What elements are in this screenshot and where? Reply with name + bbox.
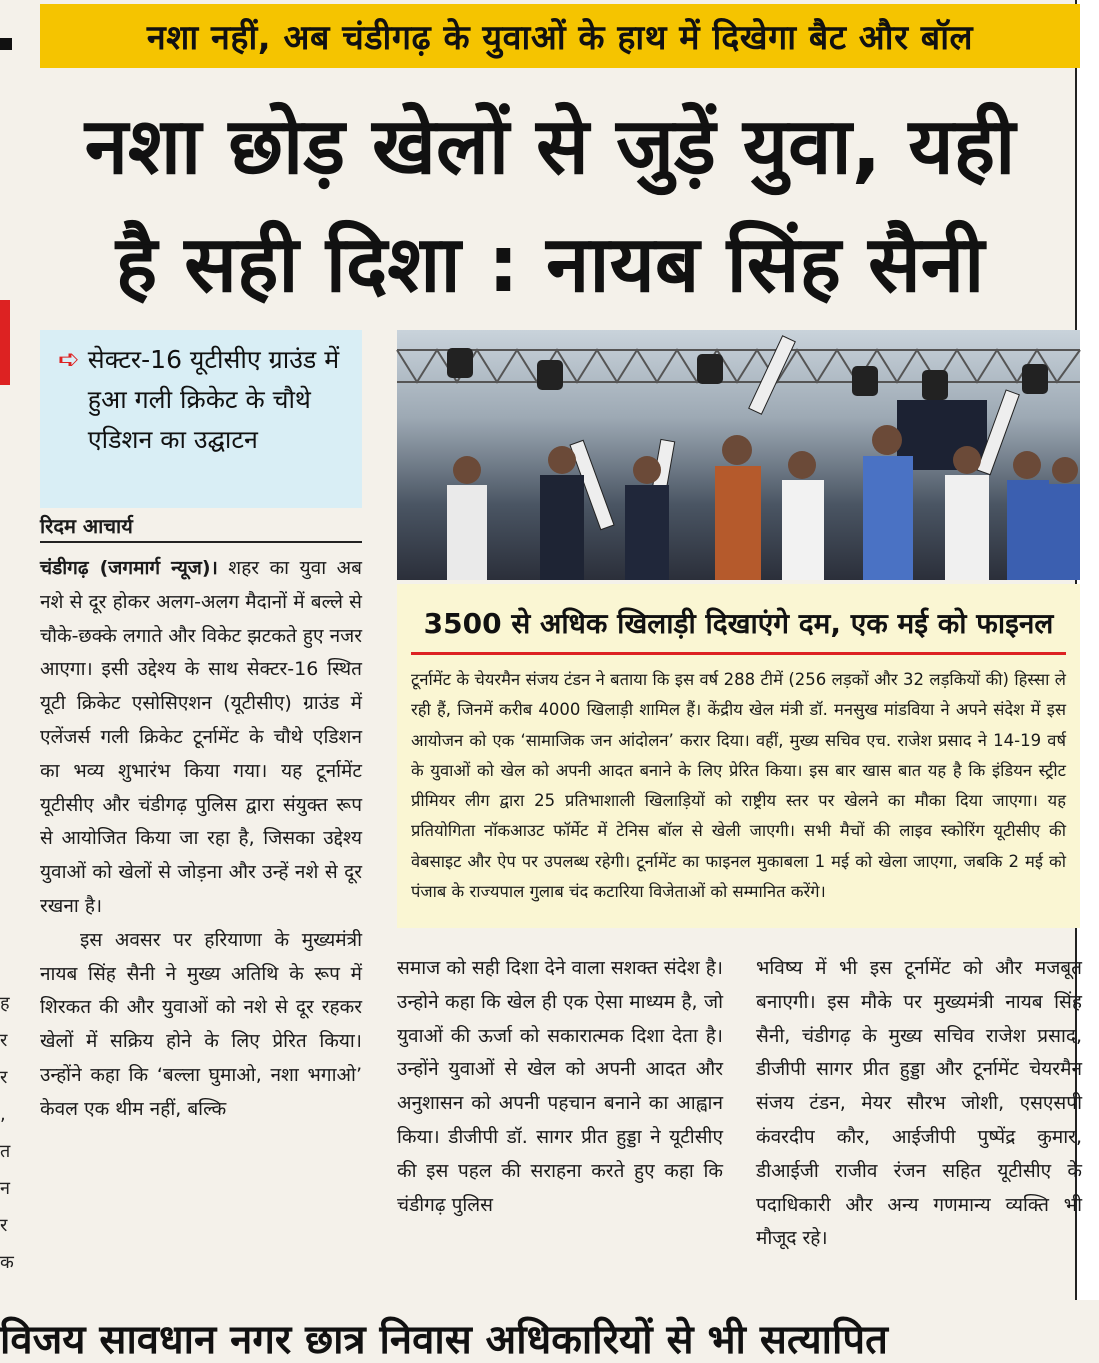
byline: रिदम आचार्य <box>40 512 362 543</box>
fragment-char: , <box>0 1104 6 1125</box>
subheadline-box <box>40 330 362 508</box>
event-photo <box>397 330 1080 580</box>
headline-line-1: नशा छोड़ खेलों से जुड़ें युवा, यही <box>84 102 1016 192</box>
column-marker <box>0 38 12 50</box>
stage-photo-illustration <box>397 330 1080 580</box>
highlight-box <box>397 584 1080 928</box>
fragment-char: त <box>0 1141 11 1162</box>
article-column-3 <box>756 952 1082 1256</box>
article-column-3-text: भविष्य में भी इस टूर्नामेंट को और मजबूत बनाएगी। इस मौके पर मुख्यमंत्री नायब सिंह सैनी, चंडीगढ़ के मुख्य सचिव राजेश प्रसाद, डीजीपी सागर प्रीत हुड्डा और टूर्नामेंट चेयरमैन संजय टंडन, मेयर सौरभ जोशी, एसएसपी कंवरदीप कौर, आईजीपी पुष्पेंद्र कुमार, डीआईजी राजीव रंजन सहित यूटीसीए के पदाधिकारी और अन्य गणमान्य व्यक्ति भी मौजूद रहे। <box>756 957 1082 1250</box>
highlight-box-title: 3500 से अधिक खिलाड़ी दिखाएंगे दम, एक मई को फाइनल <box>411 604 1066 655</box>
arrow-right-icon: ➪ <box>58 345 80 375</box>
kicker-banner <box>40 4 1080 68</box>
article-paragraph-1: शहर का युवा अब नशे से दूर होकर अलग-अलग मैदानों में बल्ले से चौके-छक्के लगाते और विकेट झटकते हुए नजर आएगा। इसी उद्देश्य के साथ सेक्टर-16 स्थित यूटी क्रिकेट एसोसिएशन (यूटीसीए) ग्राउंड में एलेंजर्स गली क्रिकेट टूर्नामेंट के चौथे एडिशन का भव्य शुभारंभ किया गया। यह टूर्नामेंट यूटीसीए और चंडीगढ़ पुलिस द्वारा संयुक्त रूप से आयोजित किया जा रहा है, जिसका उद्देश्य युवाओं को खेलों से जोड़ना और उन्हें नशे से दूर रखना है। <box>40 557 362 917</box>
article-column-2 <box>397 952 723 1222</box>
dateline: चंडीगढ़ (जगमार्ग न्यूज)। <box>40 557 218 579</box>
fragment-char: ह <box>0 993 10 1014</box>
adjacent-article-red-strip <box>0 300 10 385</box>
headline-line-2: है सही दिशा : नायब सिंह सैनी <box>115 220 985 310</box>
subheadline-text: सेक्टर-16 यूटीसीए ग्राउंड में हुआ गली क्रिकेट के चौथे एडिशन का उद्घाटन <box>87 345 340 454</box>
fragment-char: न <box>0 1178 10 1199</box>
highlight-box-body: टूर्नामेंट के चेयरमैन संजय टंडन ने बताया कि इस वर्ष 288 टीमें (256 लड़कों और 32 लड़कियों की) हिस्सा ले रही हैं, जिनमें करीब 4000 खिलाड़ी शामिल हैं। केंद्रीय खेल मंत्री डॉ. मनसुख मांडविया ने अपने संदेश में इस आयोजन को एक ‘सामाजिक जन आंदोलन’ करार दिया। वहीं, मुख्य सचिव एच. राजेश प्रसाद ने 14-19 वर्ष के युवाओं को खेल को अपनी आदत बनाने के लिए प्रेरित किया। इस बार खास बात यह है कि इंडियन स्ट्रीट प्रीमियर लीग द्वारा 25 प्रतिभाशाली खिलाड़ियों को राष्ट्रीय स्तर पर खेलने का मौका दिया जाएगा। यह प्रतियोगिता नॉकआउट फॉर्मेट में टेनिस बॉल से खेली जाएगी। सभी मैचों की लाइव स्कोरिंग यूटीसीए की वेबसाइट और ऐप पर उपलब्ध रहेगी। टूर्नामेंट का फाइनल मुकाबला 1 मई को खेला जाएगा, जबकि 2 मई को पंजाब के राज्यपाल गुलाब चंद कटारिया विजेताओं को सम्मानित करेंगे। <box>411 670 1066 902</box>
kicker-text: नशा नहीं, अब चंडीगढ़ के युवाओं के हाथ में दिखेगा बैट और बॉल <box>146 18 974 58</box>
fragment-char: र <box>0 1067 8 1088</box>
fragment-char: र <box>0 1215 8 1236</box>
article-paragraph-2: इस अवसर पर हरियाणा के मुख्यमंत्री नायब सिंह सैनी ने मुख्य अतिथि के रूप में शिरकत की और युवाओं को नशे से दूर रहकर खेलों में सक्रिय होने के लिए प्रेरित किया। उन्होंने कहा कि ‘बल्ला घुमाओ, नशा भगाओ’ केवल एक थीम नहीं, बल्कि <box>40 928 362 1120</box>
adjacent-column-fragment <box>0 985 14 1281</box>
fragment-char: क <box>0 1252 14 1273</box>
next-headline-cropped: विजय सावधान नगर छात्र निवास अधिकारियों से भी सत्यापित <box>0 1317 888 1363</box>
article-column-1 <box>40 552 362 1127</box>
main-headline <box>30 88 1070 324</box>
article-column-2-text: समाज को सही दिशा देने वाला सशक्त संदेश है। उन्होने कहा कि खेल ही एक ऐसा माध्यम है, जो युवाओं की ऊर्जा को सकारात्मक दिशा देता है। उन्होंने युवाओं से खेल को अपनी आदत और अनुशासन को अपनी पहचान बनाने का आह्वान किया। डीजीपी डॉ. सागर प्रीत हुड्डा ने यूटीसीए की इस पहल की सराहना करते हुए कहा कि चंडीगढ़ पुलिस <box>397 957 723 1216</box>
fragment-char: र <box>0 1030 8 1051</box>
